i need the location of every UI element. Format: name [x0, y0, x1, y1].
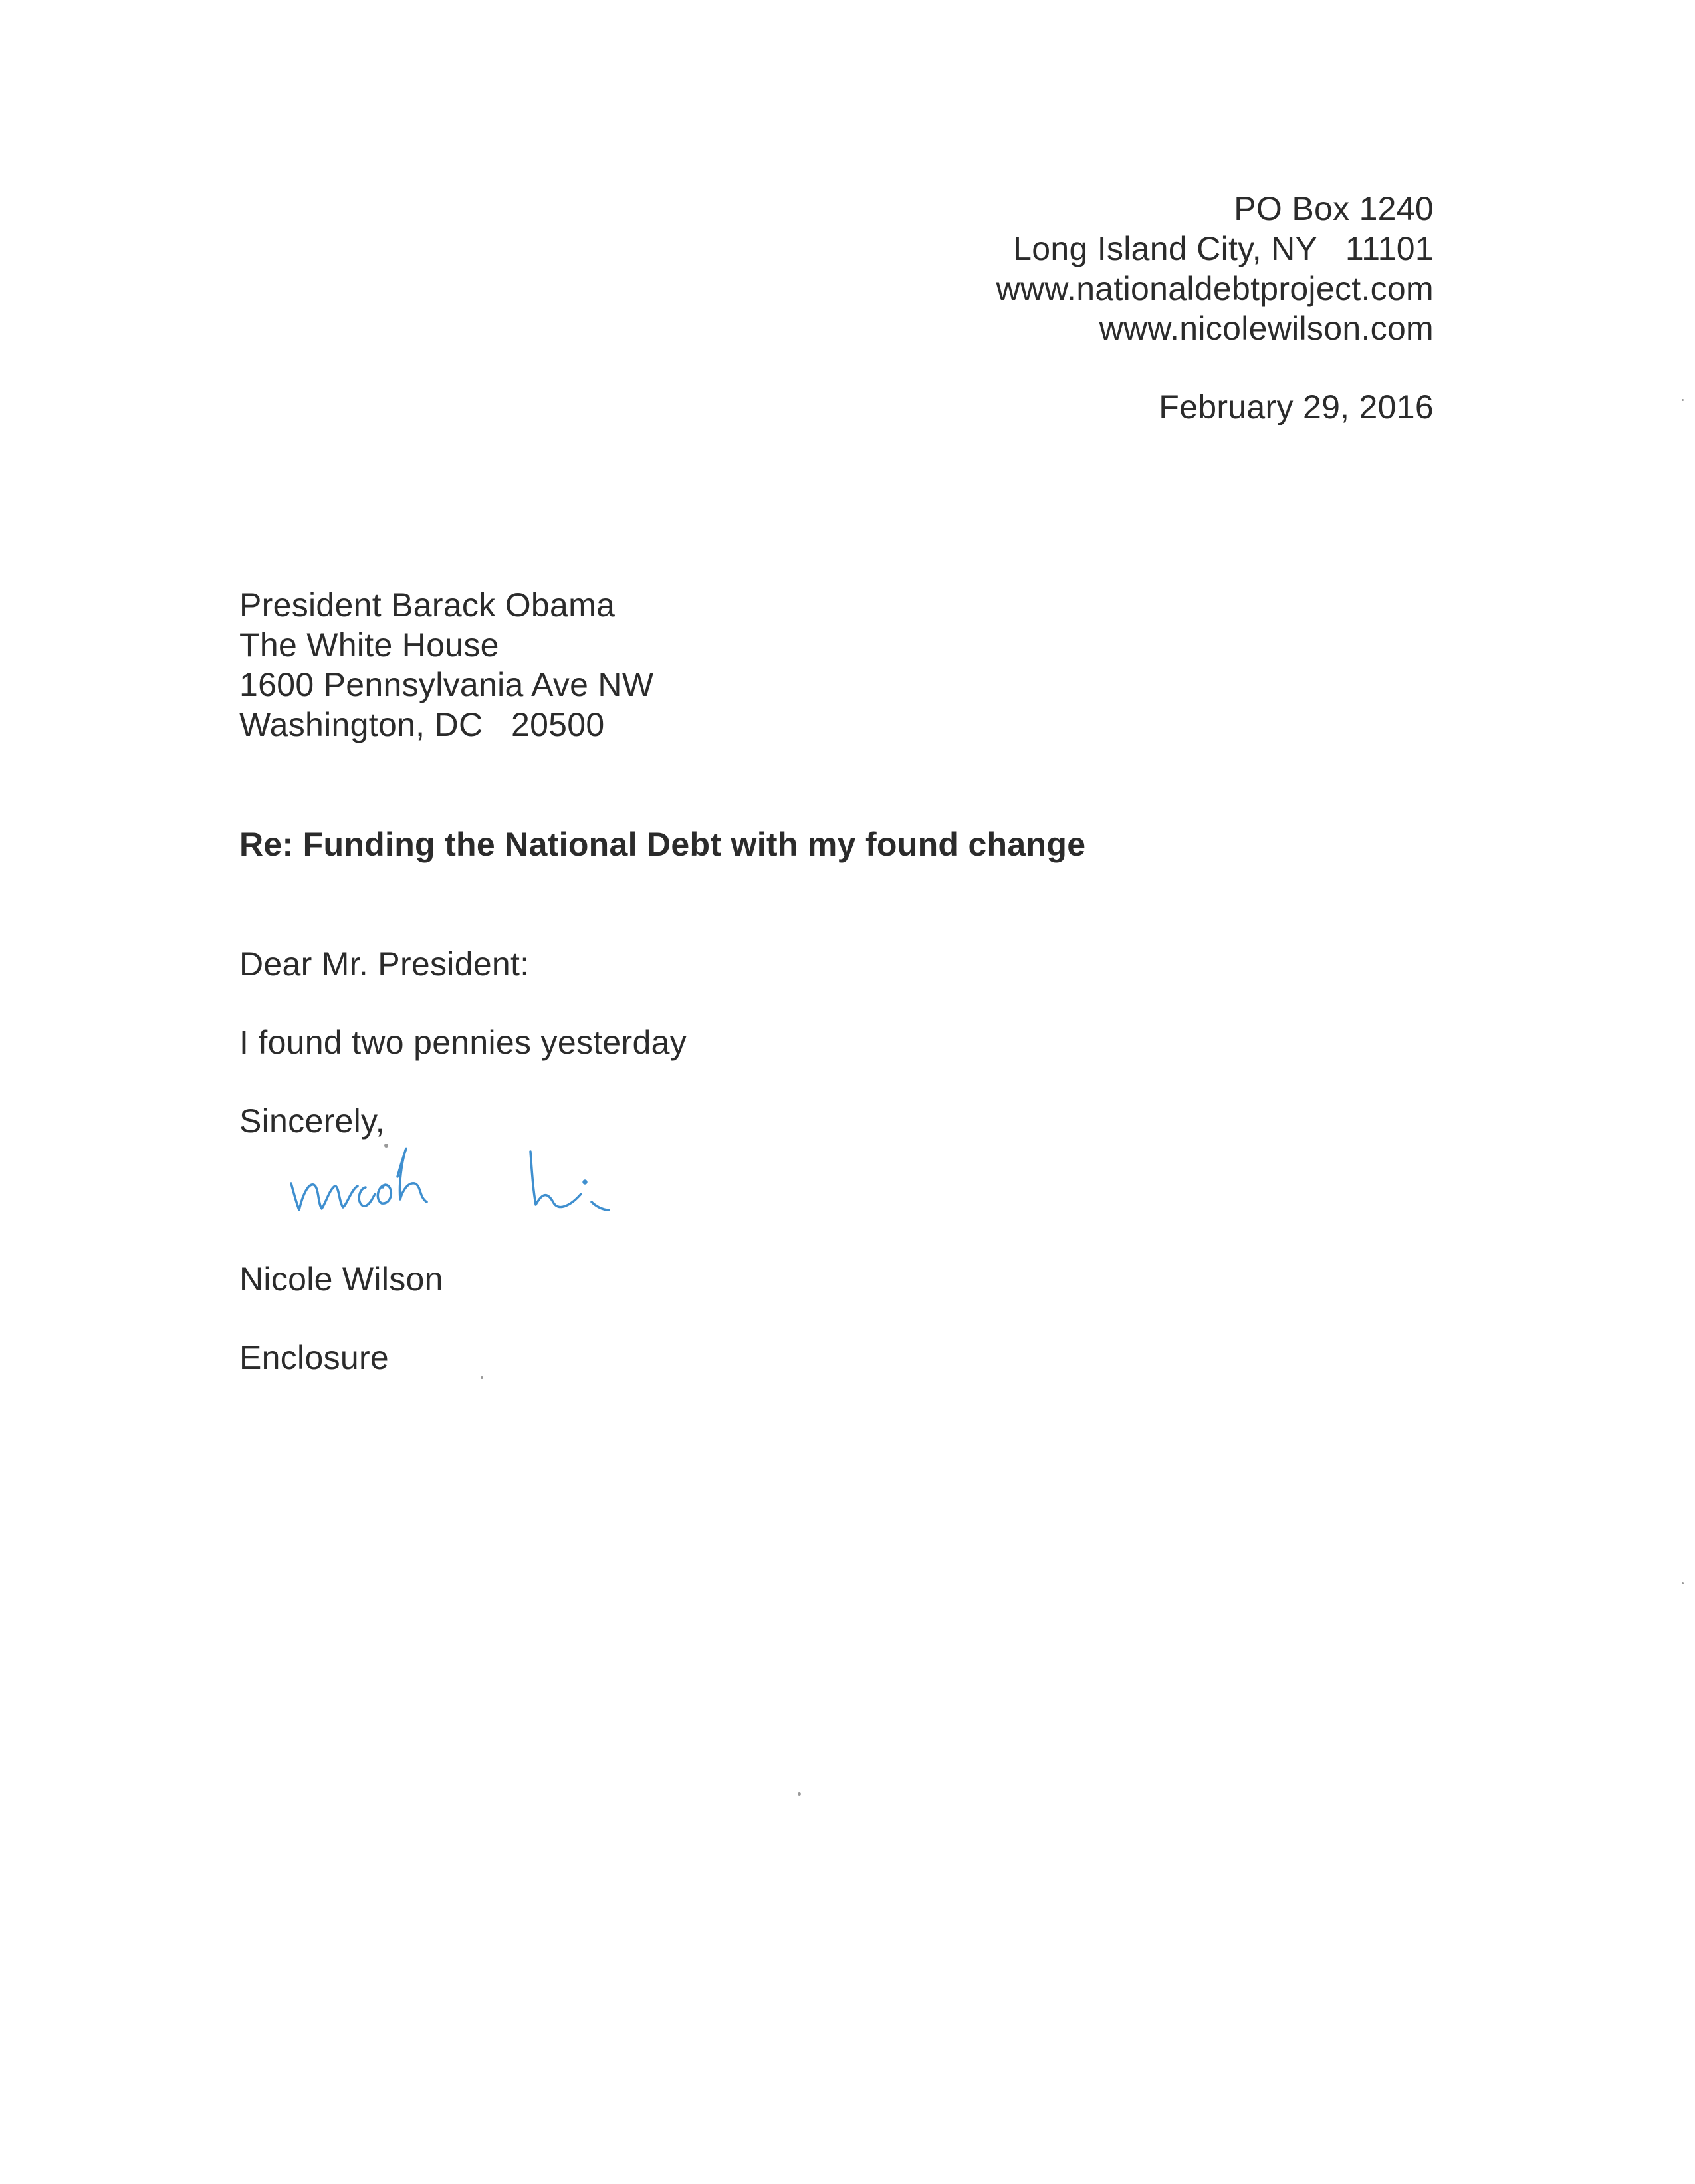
letter-date: February 29, 2016 [1159, 388, 1434, 425]
scan-speck [384, 1144, 388, 1148]
scan-speck [481, 1376, 483, 1379]
scan-speck [798, 1792, 801, 1796]
recipient-street: 1600 Pennsylvania Ave NW [239, 666, 654, 703]
recipient-name: President Barack Obama [239, 586, 616, 624]
scan-speck [1682, 1582, 1684, 1584]
salutation: Dear Mr. President: [239, 945, 530, 983]
sender-website-2: www.nicolewilson.com [1099, 310, 1434, 347]
scan-speck [1682, 399, 1684, 401]
sender-address-line2: Long Island City, NY 11101 [1013, 230, 1434, 267]
subject-line: Re: Funding the National Debt with my found change [239, 826, 1086, 863]
recipient-org: The White House [239, 626, 499, 664]
recipient-city: Washington, DC 20500 [239, 706, 605, 743]
closing: Sincerely, [239, 1102, 385, 1140]
enclosure-note: Enclosure [239, 1339, 390, 1376]
body-text: I found two pennies yesterday [239, 1024, 687, 1061]
sender-website-1: www.nationaldebtproject.com [996, 270, 1434, 307]
sender-address-line1: PO Box 1240 [1234, 190, 1434, 227]
handwritten-signature [286, 1130, 645, 1237]
signer-name: Nicole Wilson [239, 1261, 443, 1298]
